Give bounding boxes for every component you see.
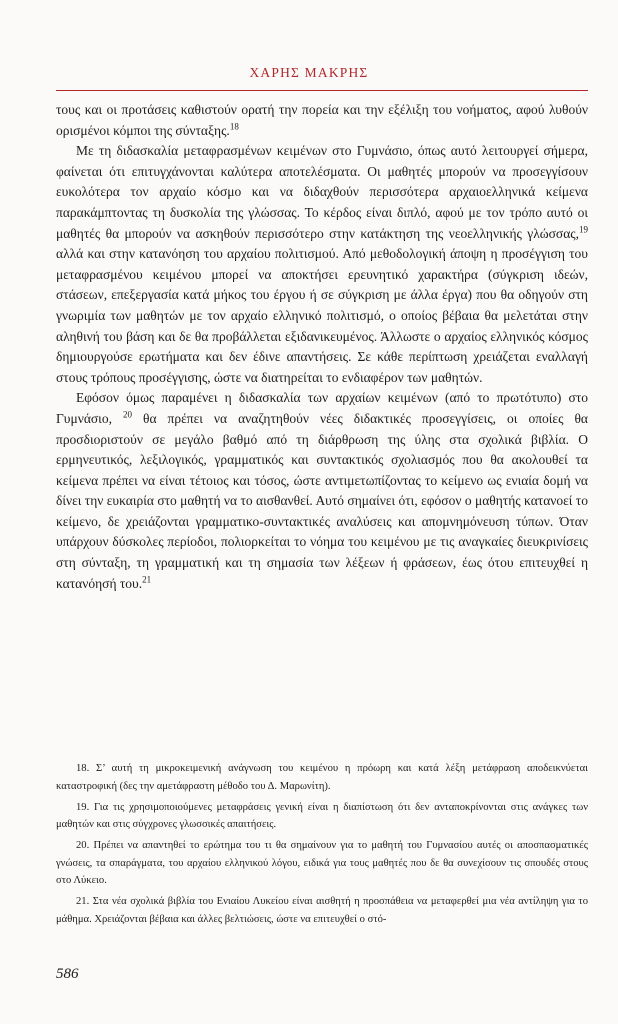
paragraph-1-text: τους και οι προτάσεις καθιστούν ορατή την πορεία και την εξέλιξη του νοήματος, αφού λυθούν ορισμένοι κόμποι της σύνταξης. (56, 102, 588, 138)
paragraph-3-text-b: θα πρέπει να αναζητηθούν νέες διδακτικές προσεγγίσεις, οι οποίες θα προσδιοριστούν σε μεγάλο βαθμό από τη διάρθρωση της ύλης στα σχολικά βιβλία. Ο ερμηνευτικός, λεξιλογικός, γραμματικός και συντακτικός σχολιασμός που θα ακολουθεί τα κείμενα πρέπει να είναι τέτοιος και τόσος, ώστε αντιμετωπίζοντας το κείμενο ως ενιαία δομή να δίνει την ευκαιρία στο μαθητή να το αισθανθεί. Αυτό σημαίνει ότι, εφόσον ο μαθητής κατανοεί το κείμενο, δε χρειάζονται γραμματικο-συντακτικές αναλύσεις και απομνημόνευση τύπων. Όταν υπάρχουν δύσκολες περίοδοι, πολιορκείται το νόημα του κειμένου με τις αναγκαίες διευκρινίσεις στη σύνταξη, τη γραμματική και τη σημασία των λέξεων ή φράσεων, έως ότου επιτευχθεί η κατανόησή του. (56, 410, 588, 591)
running-head: ΧΑΡΗΣ ΜΑΚΡΗΣ (249, 65, 369, 80)
footnote-ref-20: 20 (122, 409, 132, 420)
paragraph-2-text-a: Με τη διδασκαλία μεταφρασμένων κειμένων στο Γυμνάσιο, όπως αυτό λειτουργεί σήμερα, φαίνεται ότι επιτυγχάνονται καλύτερα αποτελέσματα. Οι μαθητές μπορούν να προσεγγίσουν ευκολότερα τον αρχαίο κόσμο και να διδαχθούν περισσότερα αρχαιοελληνικά κείμενα παρακάμπτοντας τη δυσκολία της γλώσσας. Το κέρδος είναι διπλό, αφού με τον τρόπο αυτό οι μαθητές θα μπορούν να ασκηθούν περισσότερο στην κατάκτηση της νεοελληνικής γλώσσας, (56, 143, 588, 241)
header-rule (56, 90, 588, 91)
page-number: 586 (56, 966, 79, 982)
footnote-ref-19: 19 (579, 224, 588, 235)
footnotes (56, 760, 588, 932)
footnote-19: 19. Για τις χρησιμοποιούμενες μεταφράσεις γενική είναι η διαπίστωση ότι δεν ανταποκρίνονται στις ανάγκες των μαθητών και στις σύγχρονες γλωσσικές απαιτήσεις. (56, 801, 588, 830)
paragraph-1 (56, 100, 588, 141)
footnote-21: 21. Στα νέα σχολικά βιβλία του Ενιαίου Λυκείου είναι αισθητή η προσπάθεια να μεταφερθεί μια νέα αντίληψη για το μάθημα. Χρειάζονται βέβαια και άλλες βελτιώσεις, ώστε να επιτευχθεί ο στό- (56, 896, 588, 925)
body-text (56, 100, 588, 594)
footnote-20: 20. Πρέπει να απαντηθεί το ερώτημα του τι θα σημαίνουν για το μαθητή του Γυμνασίου αυτές οι αποσπασματικές γνώσεις, τα σπαράγματα, του αρχαίου ελληνικού λόγου, ειδικά για τους μαθητές που δε θα συνεχίσουν τις σπουδές στους στο Λύκειο. (56, 840, 588, 886)
paragraph-3 (56, 388, 588, 594)
paragraph-2-text-b: αλλά και στην κατανόηση του αρχαίου πολιτισμού. Από μεθοδολογική άποψη η προσέγγιση του μεταφρασμένου κειμένου μπορεί να αποκτήσει ερευνητικό χαρακτήρα (σύγκριση ιδεών, στάσεων, επεξεργασία κατά μήκος του έργου ή σε σύγκριση με άλλα έργα) που θα οδηγούν στη γνωριμία των μαθητών με τον αρχαίο ελληνικό πολιτισμό, ο οποίος βέβαια θα μελετάται στην αληθινή του βάση και δε θα προβάλλεται εξιδανικευμένος. Άλλωστε ο αρχαίος ελληνικός κόσμος δημιουργούσε ερωτήματα και δεν έδινε απαντήσεις. Σε κάθε περίπτωση χρειάζεται εναλλαγή στους τρόπους προσέγγισης, ώστε να διατηρείται το ενδιαφέρον των μαθητών. (56, 246, 588, 385)
footnote-ref-21: 21 (142, 574, 152, 585)
footnote-ref-18: 18 (229, 121, 239, 132)
paragraph-2 (56, 141, 588, 388)
footnote-18: 18. Σ’ αυτή τη μικροκειμενική ανάγνωση του κειμένου η πρόωρη και κατά λέξη μετάφραση αποδεικνύεται καταστροφική (δες την αμετάφραστη μέθοδο του Δ. Μαρωνίτη). (56, 763, 588, 792)
paragraph-3-text-a: Εφόσον όμως παραμένει η διδασκαλία των αρχαίων κειμένων (από το πρωτότυπο) στο Γυμνάσιο, (56, 390, 588, 426)
